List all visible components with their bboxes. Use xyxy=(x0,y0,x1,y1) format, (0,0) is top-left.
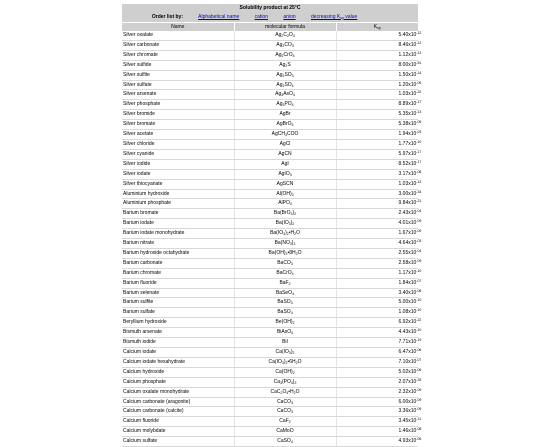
table-row xyxy=(122,328,418,338)
table-row xyxy=(122,338,418,348)
table-row xyxy=(122,239,418,249)
order-by-name-link[interactable]: Alphabetical name xyxy=(198,14,240,20)
compound-name: Silver cyanide xyxy=(122,149,234,159)
table-row xyxy=(122,60,418,70)
table-row xyxy=(122,258,418,268)
molecular-formula: $Ag_2CrO_4$ xyxy=(234,50,336,60)
order-by-anion-link[interactable]: anion xyxy=(283,14,296,20)
molecular-formula: AgCN xyxy=(234,149,336,159)
ksp-value: $1.20x10^{-05}$ xyxy=(336,80,418,90)
ksp-value: $5.40x10^{-12}$ xyxy=(336,31,418,40)
molecular-formula: CaMoO xyxy=(234,427,336,437)
compound-name: Aluminium phosphate xyxy=(122,199,234,209)
table-row xyxy=(122,437,418,447)
ksp-value: $1.17x10^{-10}$ xyxy=(336,268,418,278)
compound-name: Silver phosphate xyxy=(122,100,234,110)
table-row xyxy=(122,278,418,288)
table-row xyxy=(122,288,418,298)
compound-name: Silver acetate xyxy=(122,130,234,140)
table-row xyxy=(122,50,418,60)
compound-name: Silver chloride xyxy=(122,139,234,149)
molecular-formula: BaCO$_3$ xyxy=(234,258,336,268)
table-row xyxy=(122,387,418,397)
compound-name: Barium hydroxide octahydrate xyxy=(122,248,234,258)
molecular-formula: BaF$_2$ xyxy=(234,278,336,288)
molecular-formula: BaSO$_4$ xyxy=(234,308,336,318)
table-body xyxy=(122,31,422,447)
ksp-value: $5.00x10^{-10}$ xyxy=(336,298,418,308)
ksp-value: $6.00x10^{-09}$ xyxy=(336,397,418,407)
molecular-formula: $Ba(IO_3)_2$ xyxy=(234,219,336,229)
ksp-value: $1.46x10^{-08}$ xyxy=(336,427,418,437)
table-row xyxy=(122,318,418,328)
molecular-formula: AgCl xyxy=(234,139,336,149)
ksp-value: $1.08x10^{-10}$ xyxy=(336,308,418,318)
compound-name: Silver sulfate xyxy=(122,80,234,90)
column-header-name: Name xyxy=(122,23,234,32)
molecular-formula: BiI xyxy=(234,338,336,348)
molecular-formula: $Ca(IO_3)_2$ xyxy=(234,348,336,358)
table-row xyxy=(122,199,418,209)
molecular-formula: CaF$_2$ xyxy=(234,417,336,427)
compound-name: Barium bromate xyxy=(122,209,234,219)
compound-name: Calcium iodate xyxy=(122,348,234,358)
ksp-value: $1.94x10^{-03}$ xyxy=(336,130,418,140)
table-row xyxy=(122,120,418,130)
solubility-table xyxy=(122,4,422,447)
ksp-value: $7.10x10^{-07}$ xyxy=(336,357,418,367)
molecular-formula: BaCrO$_4$ xyxy=(234,268,336,278)
order-by-ksp-link[interactable]: decreasing $K_{sp}$ value xyxy=(311,14,358,20)
ksp-value: $1.84x10^{-07}$ xyxy=(336,278,418,288)
ksp-value: $3.45x10^{-11}$ xyxy=(336,417,418,427)
molecular-formula: $Be(OH)_2$ xyxy=(234,318,336,328)
compound-name: Calcium fluoride xyxy=(122,417,234,427)
table-row xyxy=(122,367,418,377)
molecular-formula: $Ba(NO_3)_2$ xyxy=(234,239,336,249)
compound-name: Barium selenate xyxy=(122,288,234,298)
ksp-value: $2.07x10^{-33}$ xyxy=(336,377,418,387)
table-row xyxy=(122,159,418,169)
molecular-formula: AgI xyxy=(234,159,336,169)
compound-name: Calcium sulfate xyxy=(122,437,234,447)
compound-name: Barium iodate monohydrate xyxy=(122,229,234,239)
molecular-formula: $Ag_2C_2O_4$ xyxy=(234,31,336,40)
compound-name: Silver oxalate xyxy=(122,31,234,40)
table-row xyxy=(122,169,418,179)
compound-name: Aluminium hydroxide xyxy=(122,189,234,199)
molecular-formula: AgIO$_3$ xyxy=(234,169,336,179)
ksp-value: $5.38x10^{-05}$ xyxy=(336,120,418,130)
compound-name: Bismuth iodide xyxy=(122,338,234,348)
molecular-formula: AgBrO$_3$ xyxy=(234,120,336,130)
table-row xyxy=(122,31,418,40)
compound-name: Calcium oxalate monohydrate xyxy=(122,387,234,397)
compound-name: Silver thiocyanate xyxy=(122,179,234,189)
compound-name: Barium carbonate xyxy=(122,258,234,268)
ksp-value: $3.17x10^{-08}$ xyxy=(336,169,418,179)
table-row xyxy=(122,397,418,407)
compound-name: Barium sulfite xyxy=(122,298,234,308)
molecular-formula: AgCH$_3$COO xyxy=(234,130,336,140)
table-row xyxy=(122,80,418,90)
molecular-formula: $Al(OH)_3$ xyxy=(234,189,336,199)
molecular-formula: $Ca(OH)_2$ xyxy=(234,367,336,377)
ksp-value: $8.52x10^{-17}$ xyxy=(336,159,418,169)
order-by-cation-link[interactable]: cation xyxy=(254,14,268,20)
ksp-value: $3.00x10^{-34}$ xyxy=(336,189,418,199)
table-row xyxy=(122,130,418,140)
ksp-value: $1.50x10^{-14}$ xyxy=(336,70,418,80)
table-row xyxy=(122,377,418,387)
table-row xyxy=(122,189,418,199)
molecular-formula: BaSO$_3$ xyxy=(234,298,336,308)
molecular-formula: $Ba(OH)_2•8H_2O$ xyxy=(234,248,336,258)
compound-name: Silver sulfide xyxy=(122,60,234,70)
molecular-formula: $Ca_3(PO_4)_2$ xyxy=(234,377,336,387)
ksp-value: $8.46x10^{-12}$ xyxy=(336,40,418,50)
column-header-ksp: $K_{sp}$ xyxy=(336,23,418,32)
table-row xyxy=(122,40,418,50)
ksp-value: $6.92x10^{-22}$ xyxy=(336,318,418,328)
molecular-formula: $Ag_2S$ xyxy=(234,60,336,70)
ksp-value: $9.84x10^{-21}$ xyxy=(336,199,418,209)
compound-name: Silver arsenate xyxy=(122,90,234,100)
table-row xyxy=(122,219,418,229)
order-label: Order list by: xyxy=(151,14,183,20)
compound-name: Silver carbonate xyxy=(122,40,234,50)
compound-name: Barium iodate xyxy=(122,219,234,229)
table-row xyxy=(122,209,418,219)
molecular-formula: $Ba(IO_3)_2•H_2O$ xyxy=(234,229,336,239)
molecular-formula: CaCO$_3$ xyxy=(234,397,336,407)
ksp-value: $4.93x10^{-05}$ xyxy=(336,437,418,447)
compound-name: Beryllium hydroxide xyxy=(122,318,234,328)
compound-name: Silver iodate xyxy=(122,169,234,179)
solubility-table-container xyxy=(122,4,422,447)
ksp-value: $8.00x10^{-51}$ xyxy=(336,60,418,70)
compound-name: Barium chromate xyxy=(122,268,234,278)
molecular-formula: AgSCN xyxy=(234,179,336,189)
ksp-value: $4.64x10^{-03}$ xyxy=(336,239,418,249)
molecular-formula: $CaC_2O_4•H_2O$ xyxy=(234,387,336,397)
molecular-formula: $Ag_2SO_3$ xyxy=(234,70,336,80)
compound-name: Calcium phosphate xyxy=(122,377,234,387)
molecular-formula: $Ag_2SO_4$ xyxy=(234,80,336,90)
ksp-value: $1.67x10^{-09}$ xyxy=(336,229,418,239)
ksp-value: $4.43x10^{-10}$ xyxy=(336,328,418,338)
ksp-value: $7.71x10^{-19}$ xyxy=(336,338,418,348)
ksp-value: $3.40x10^{-08}$ xyxy=(336,288,418,298)
compound-name: Silver chromate xyxy=(122,50,234,60)
ksp-value: $2.32x10^{-09}$ xyxy=(336,387,418,397)
ksp-value: $5.97x10^{-17}$ xyxy=(336,149,418,159)
ksp-value: $2.55x10^{-04}$ xyxy=(336,248,418,258)
molecular-formula: $Ag_3PO_4$ xyxy=(234,100,336,110)
table-row xyxy=(122,427,418,437)
table-row xyxy=(122,70,418,80)
molecular-formula: BaSeO$_4$ xyxy=(234,288,336,298)
page-title: Solubility product at 25°C xyxy=(122,4,418,12)
order-bar xyxy=(122,12,418,23)
compound-name: Silver bromate xyxy=(122,120,234,130)
ksp-value: $3.36x10^{-09}$ xyxy=(336,407,418,417)
compound-name: Barium sulfate xyxy=(122,308,234,318)
compound-name: Calcium molybdate xyxy=(122,427,234,437)
compound-name: Bismuth arsenate xyxy=(122,328,234,338)
compound-name: Silver sulfite xyxy=(122,70,234,80)
table-row xyxy=(122,229,418,239)
ksp-value: $1.77x10^{-10}$ xyxy=(336,139,418,149)
molecular-formula: AlPO$_4$ xyxy=(234,199,336,209)
compound-name: Barium nitrate xyxy=(122,239,234,249)
table-row xyxy=(122,357,418,367)
compound-name: Silver iodide xyxy=(122,159,234,169)
molecular-formula: $Ag_2CO_3$ xyxy=(234,40,336,50)
molecular-formula: $Ca(IO_3)_2•6H_2O$ xyxy=(234,357,336,367)
table-row xyxy=(122,407,418,417)
ksp-value: $5.35x10^{-13}$ xyxy=(336,110,418,120)
compound-name: Barium fluoride xyxy=(122,278,234,288)
table-row xyxy=(122,298,418,308)
molecular-formula: $Ag_3AsO_4$ xyxy=(234,90,336,100)
ksp-value: $8.89x10^{-17}$ xyxy=(336,100,418,110)
table-row xyxy=(122,100,418,110)
ksp-value: $5.02x10^{-06}$ xyxy=(336,367,418,377)
compound-name: Calcium hydroxide xyxy=(122,367,234,377)
table-row xyxy=(122,348,418,358)
compound-name: Calcium carbonate (calcite) xyxy=(122,407,234,417)
compound-name: Calcium carbonate (aragonite) xyxy=(122,397,234,407)
table-row xyxy=(122,149,418,159)
column-header-formula: molecular formula xyxy=(234,23,336,32)
molecular-formula: BiAsO$_4$ xyxy=(234,328,336,338)
molecular-formula: $Ba(BrO_3)_2$ xyxy=(234,209,336,219)
table-row xyxy=(122,308,418,318)
ksp-value: $2.58x10^{-09}$ xyxy=(336,258,418,268)
table-row xyxy=(122,248,418,258)
molecular-formula: AgBr xyxy=(234,110,336,120)
table-row xyxy=(122,139,418,149)
table-row xyxy=(122,179,418,189)
ksp-value: $6.47x10^{-06}$ xyxy=(336,348,418,358)
molecular-formula: CaCO$_3$ xyxy=(234,407,336,417)
ksp-value: $1.03x10^{-22}$ xyxy=(336,90,418,100)
compound-name: Calcium iodate hexahydrate xyxy=(122,357,234,367)
compound-name: Silver bromide xyxy=(122,110,234,120)
ksp-value: $1.12x10^{-12}$ xyxy=(336,50,418,60)
ksp-value: $1.03x10^{-12}$ xyxy=(336,179,418,189)
table-row xyxy=(122,90,418,100)
ksp-value: $2.43x10^{-04}$ xyxy=(336,209,418,219)
table-row xyxy=(122,268,418,278)
ksp-value: $4.01x10^{-09}$ xyxy=(336,219,418,229)
table-row xyxy=(122,110,418,120)
molecular-formula: CaSO$_4$ xyxy=(234,437,336,447)
table-row xyxy=(122,417,418,427)
